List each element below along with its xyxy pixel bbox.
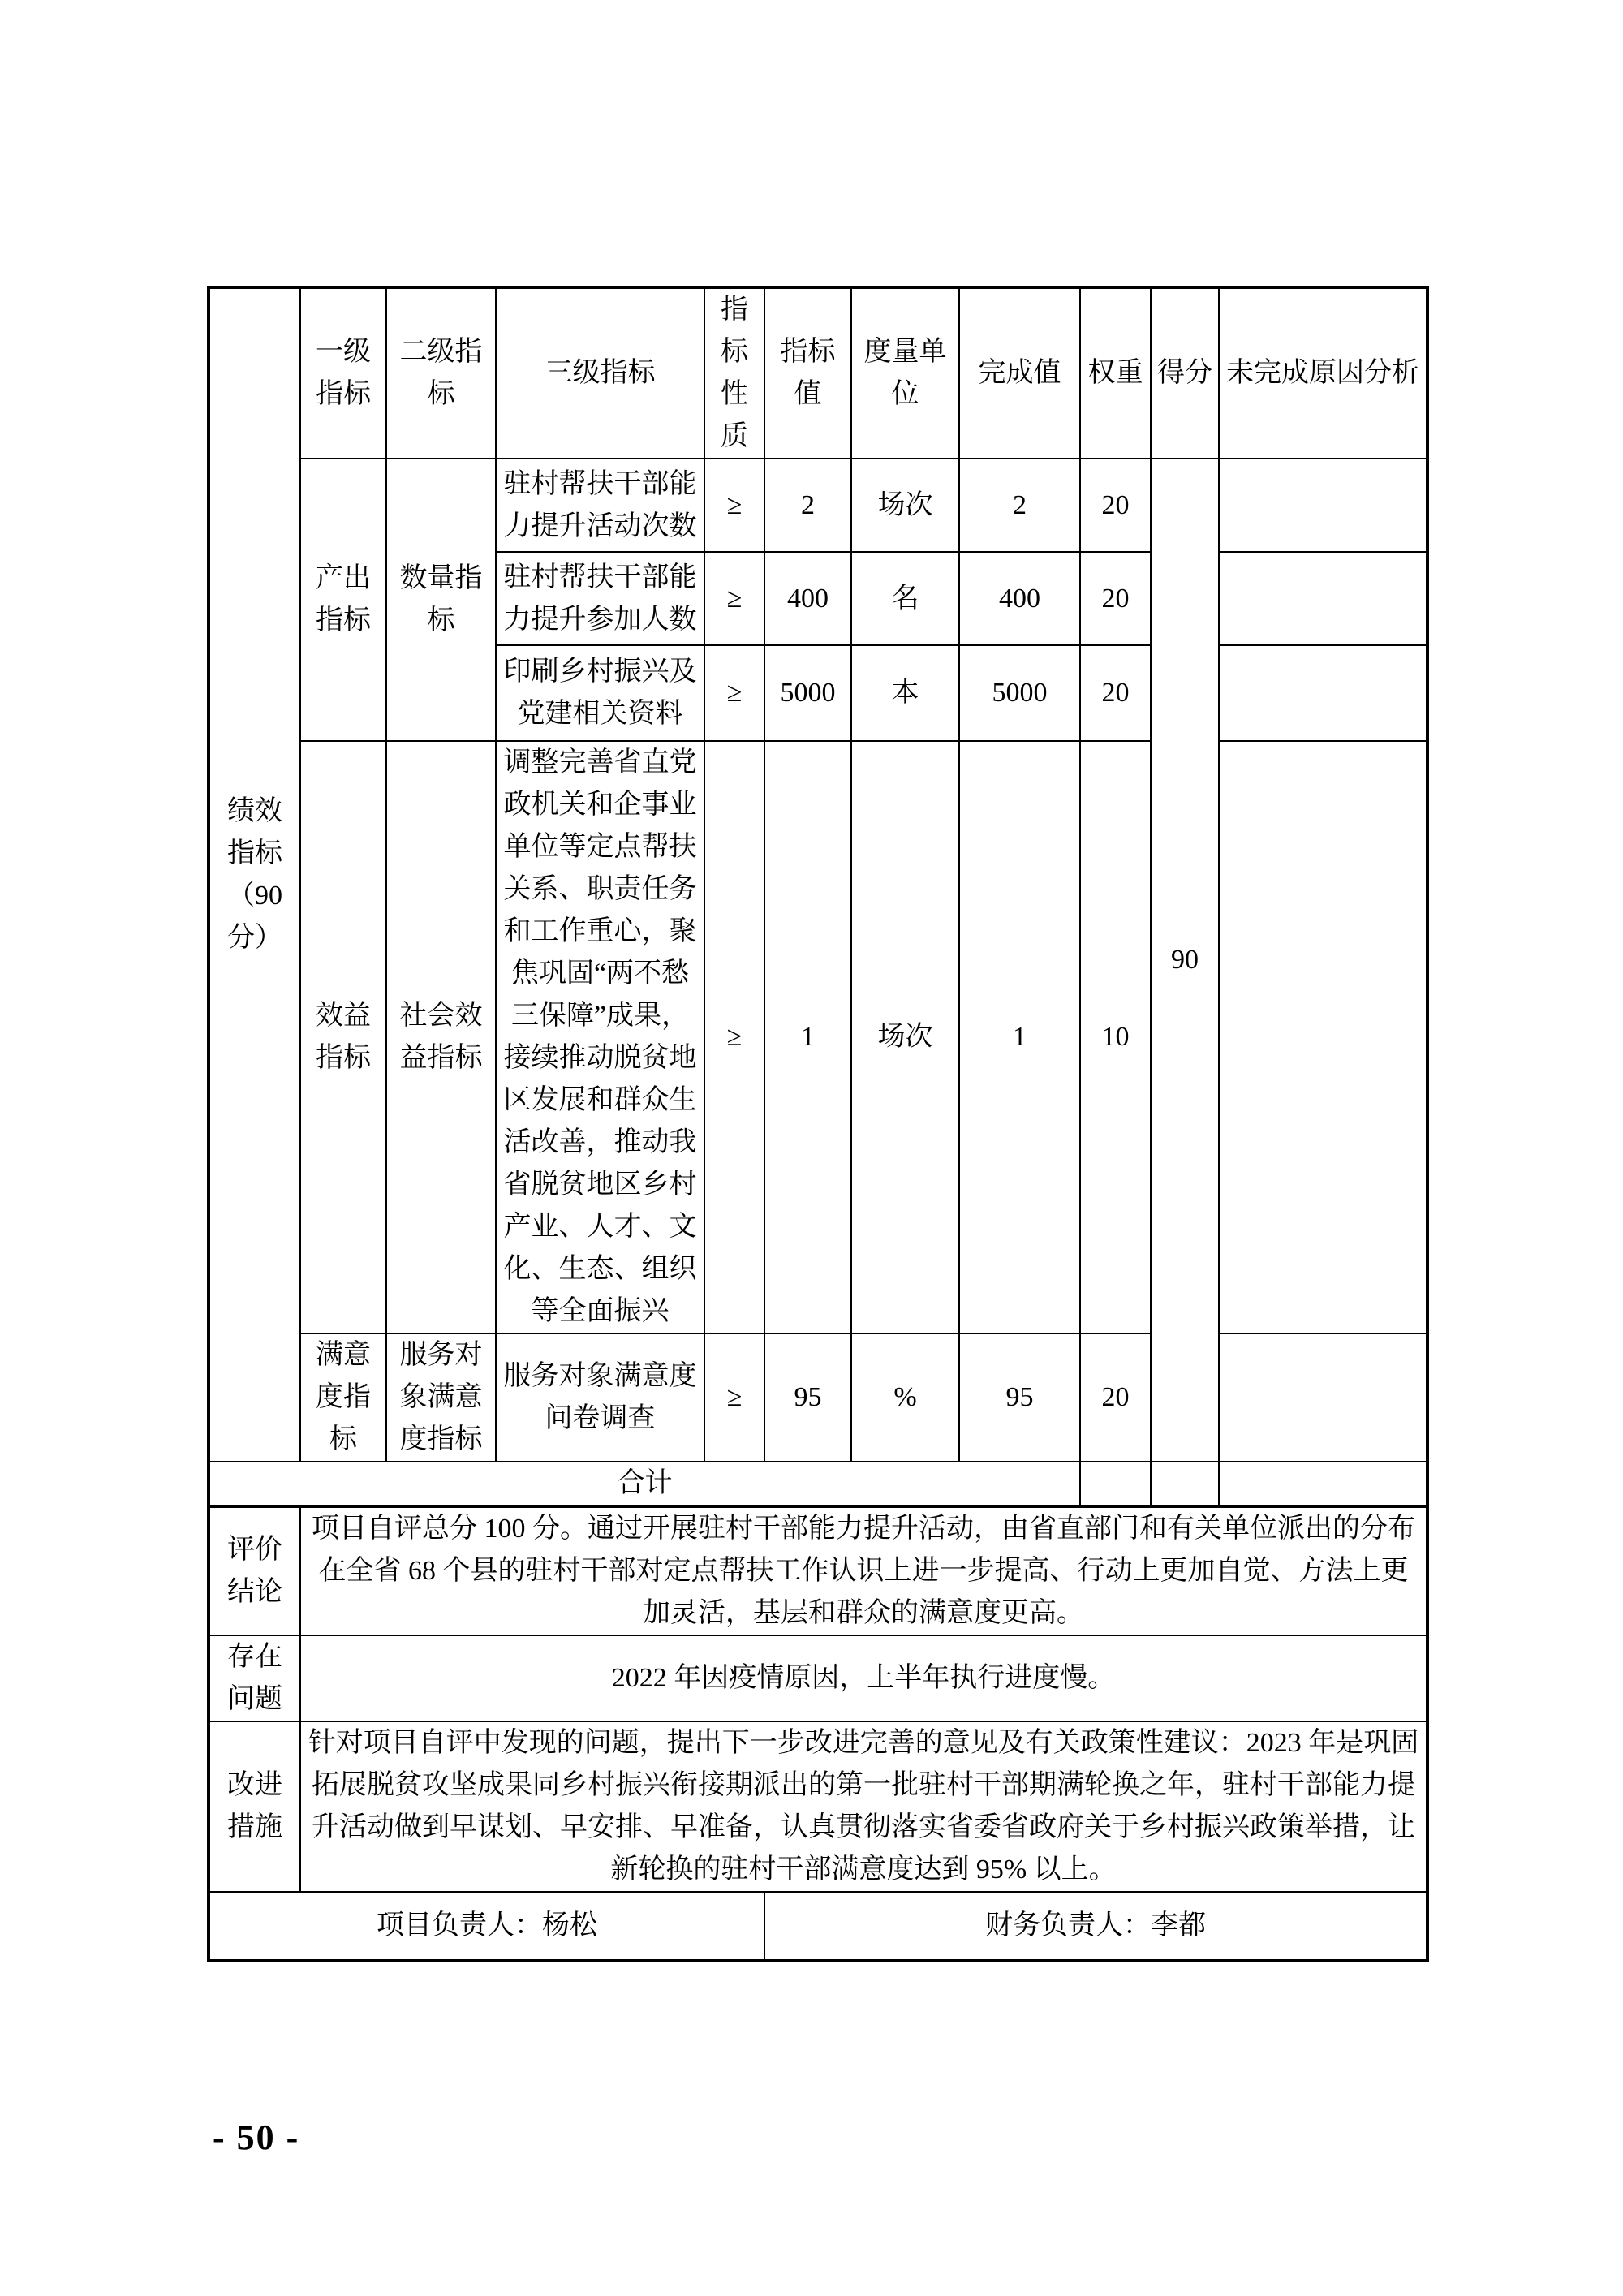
unit-row4: 场次 [851,741,959,1333]
actual-row5: 95 [959,1333,1080,1462]
target-row3: 5000 [764,645,851,741]
total-label-cell: 合计 [209,1462,1080,1506]
unit-row2: 名 [851,552,959,645]
header-nature: 指标性质 [704,287,764,459]
weight-row4: 10 [1080,741,1151,1333]
header-level3: 三级指标 [496,287,704,459]
target-row4: 1 [764,741,851,1333]
unit-row1: 场次 [851,459,959,552]
performance-indicator-table [207,286,1429,1962]
indicator-row-4 [209,741,1427,1333]
problems-text: 2022 年因疫情原因，上半年执行进度慢。 [300,1635,1427,1721]
nature-row5: ≥ [704,1333,764,1462]
total-score-cell [1151,1462,1219,1506]
score-total-cell: 90 [1151,459,1219,1462]
reason-row5 [1219,1333,1427,1462]
problems-label: 存在问题 [209,1635,300,1721]
reason-row3 [1219,645,1427,741]
signature-row [209,1892,1427,1961]
conclusion-row [209,1506,1427,1635]
level1-satisfaction: 满意度指标 [300,1333,386,1462]
reason-row2 [1219,552,1427,645]
nature-row1: ≥ [704,459,764,552]
finance-lead-cell: 财务负责人：李都 [764,1892,1427,1961]
total-row [209,1462,1427,1506]
actual-row1: 2 [959,459,1080,552]
measures-text: 针对项目自评中发现的问题，提出下一步改进完善的意见及有关政策性建议：2023 年是巩固拓展脱贫攻坚成果同乡村振兴衔接期派出的第一批驻村干部期满轮换之年，驻村干部能力提升活动做到早谋划、早安排、早准备，认真贯彻落实省委省政府关于乡村振兴政策举措，让新轮换的驻村干部满意度达到 95% 以上。 [300,1721,1427,1892]
reason-row1 [1219,459,1427,552]
nature-row4: ≥ [704,741,764,1333]
unit-row5: % [851,1333,959,1462]
weight-row5: 20 [1080,1333,1151,1462]
actual-row3: 5000 [959,645,1080,741]
header-target: 指标值 [764,287,851,459]
header-actual: 完成值 [959,287,1080,459]
level3-row1: 驻村帮扶干部能力提升活动次数 [496,459,704,552]
level1-benefit: 效益指标 [300,741,386,1333]
project-lead-cell: 项目负责人：杨松 [209,1892,764,1961]
nature-row2: ≥ [704,552,764,645]
actual-row4: 1 [959,741,1080,1333]
level3-row3: 印刷乡村振兴及党建相关资料 [496,645,704,741]
indicator-row-5 [209,1333,1427,1462]
conclusion-label: 评价结论 [209,1506,300,1635]
level3-row2: 驻村帮扶干部能力提升参加人数 [496,552,704,645]
header-score: 得分 [1151,287,1219,459]
header-level1: 一级指标 [300,287,386,459]
problems-row [209,1635,1427,1721]
header-weight: 权重 [1080,287,1151,459]
header-row [209,287,1427,459]
header-unit: 度量单位 [851,287,959,459]
level2-service-satisfaction: 服务对象满意度指标 [386,1333,496,1462]
total-reason-cell [1219,1462,1427,1506]
indicator-row-1 [209,459,1427,552]
header-reason: 未完成原因分析 [1219,287,1427,459]
reason-row4 [1219,741,1427,1333]
level2-quantity: 数量指标 [386,459,496,741]
target-row5: 95 [764,1333,851,1462]
group-label-cell: 绩效指标（90分） [209,287,300,1462]
measures-row [209,1721,1427,1892]
level3-row5: 服务对象满意度问卷调查 [496,1333,704,1462]
level3-row4: 调整完善省直党政机关和企事业单位等定点帮扶关系、职责任务和工作重心，聚焦巩固“两不愁三保障”成果，接续推动脱贫地区发展和群众生活改善，推动我省脱贫地区乡村产业、人才、文化、生态、组织等全面振兴 [496,741,704,1333]
weight-row2: 20 [1080,552,1151,645]
unit-row3: 本 [851,645,959,741]
measures-label: 改进措施 [209,1721,300,1892]
level2-social-benefit: 社会效益指标 [386,741,496,1333]
header-level2: 二级指标 [386,287,496,459]
weight-row3: 20 [1080,645,1151,741]
nature-row3: ≥ [704,645,764,741]
page-number: - 50 - [213,2117,300,2157]
level1-output: 产出指标 [300,459,386,741]
target-row2: 400 [764,552,851,645]
actual-row2: 400 [959,552,1080,645]
total-weight-cell [1080,1462,1151,1506]
weight-row1: 20 [1080,459,1151,552]
target-row1: 2 [764,459,851,552]
conclusion-text: 项目自评总分 100 分。通过开展驻村干部能力提升活动，由省直部门和有关单位派出的分布在全省 68 个县的驻村干部对定点帮扶工作认识上进一步提高、行动上更加自觉、方法上更加灵活，基层和群众的满意度更高。 [300,1506,1427,1635]
